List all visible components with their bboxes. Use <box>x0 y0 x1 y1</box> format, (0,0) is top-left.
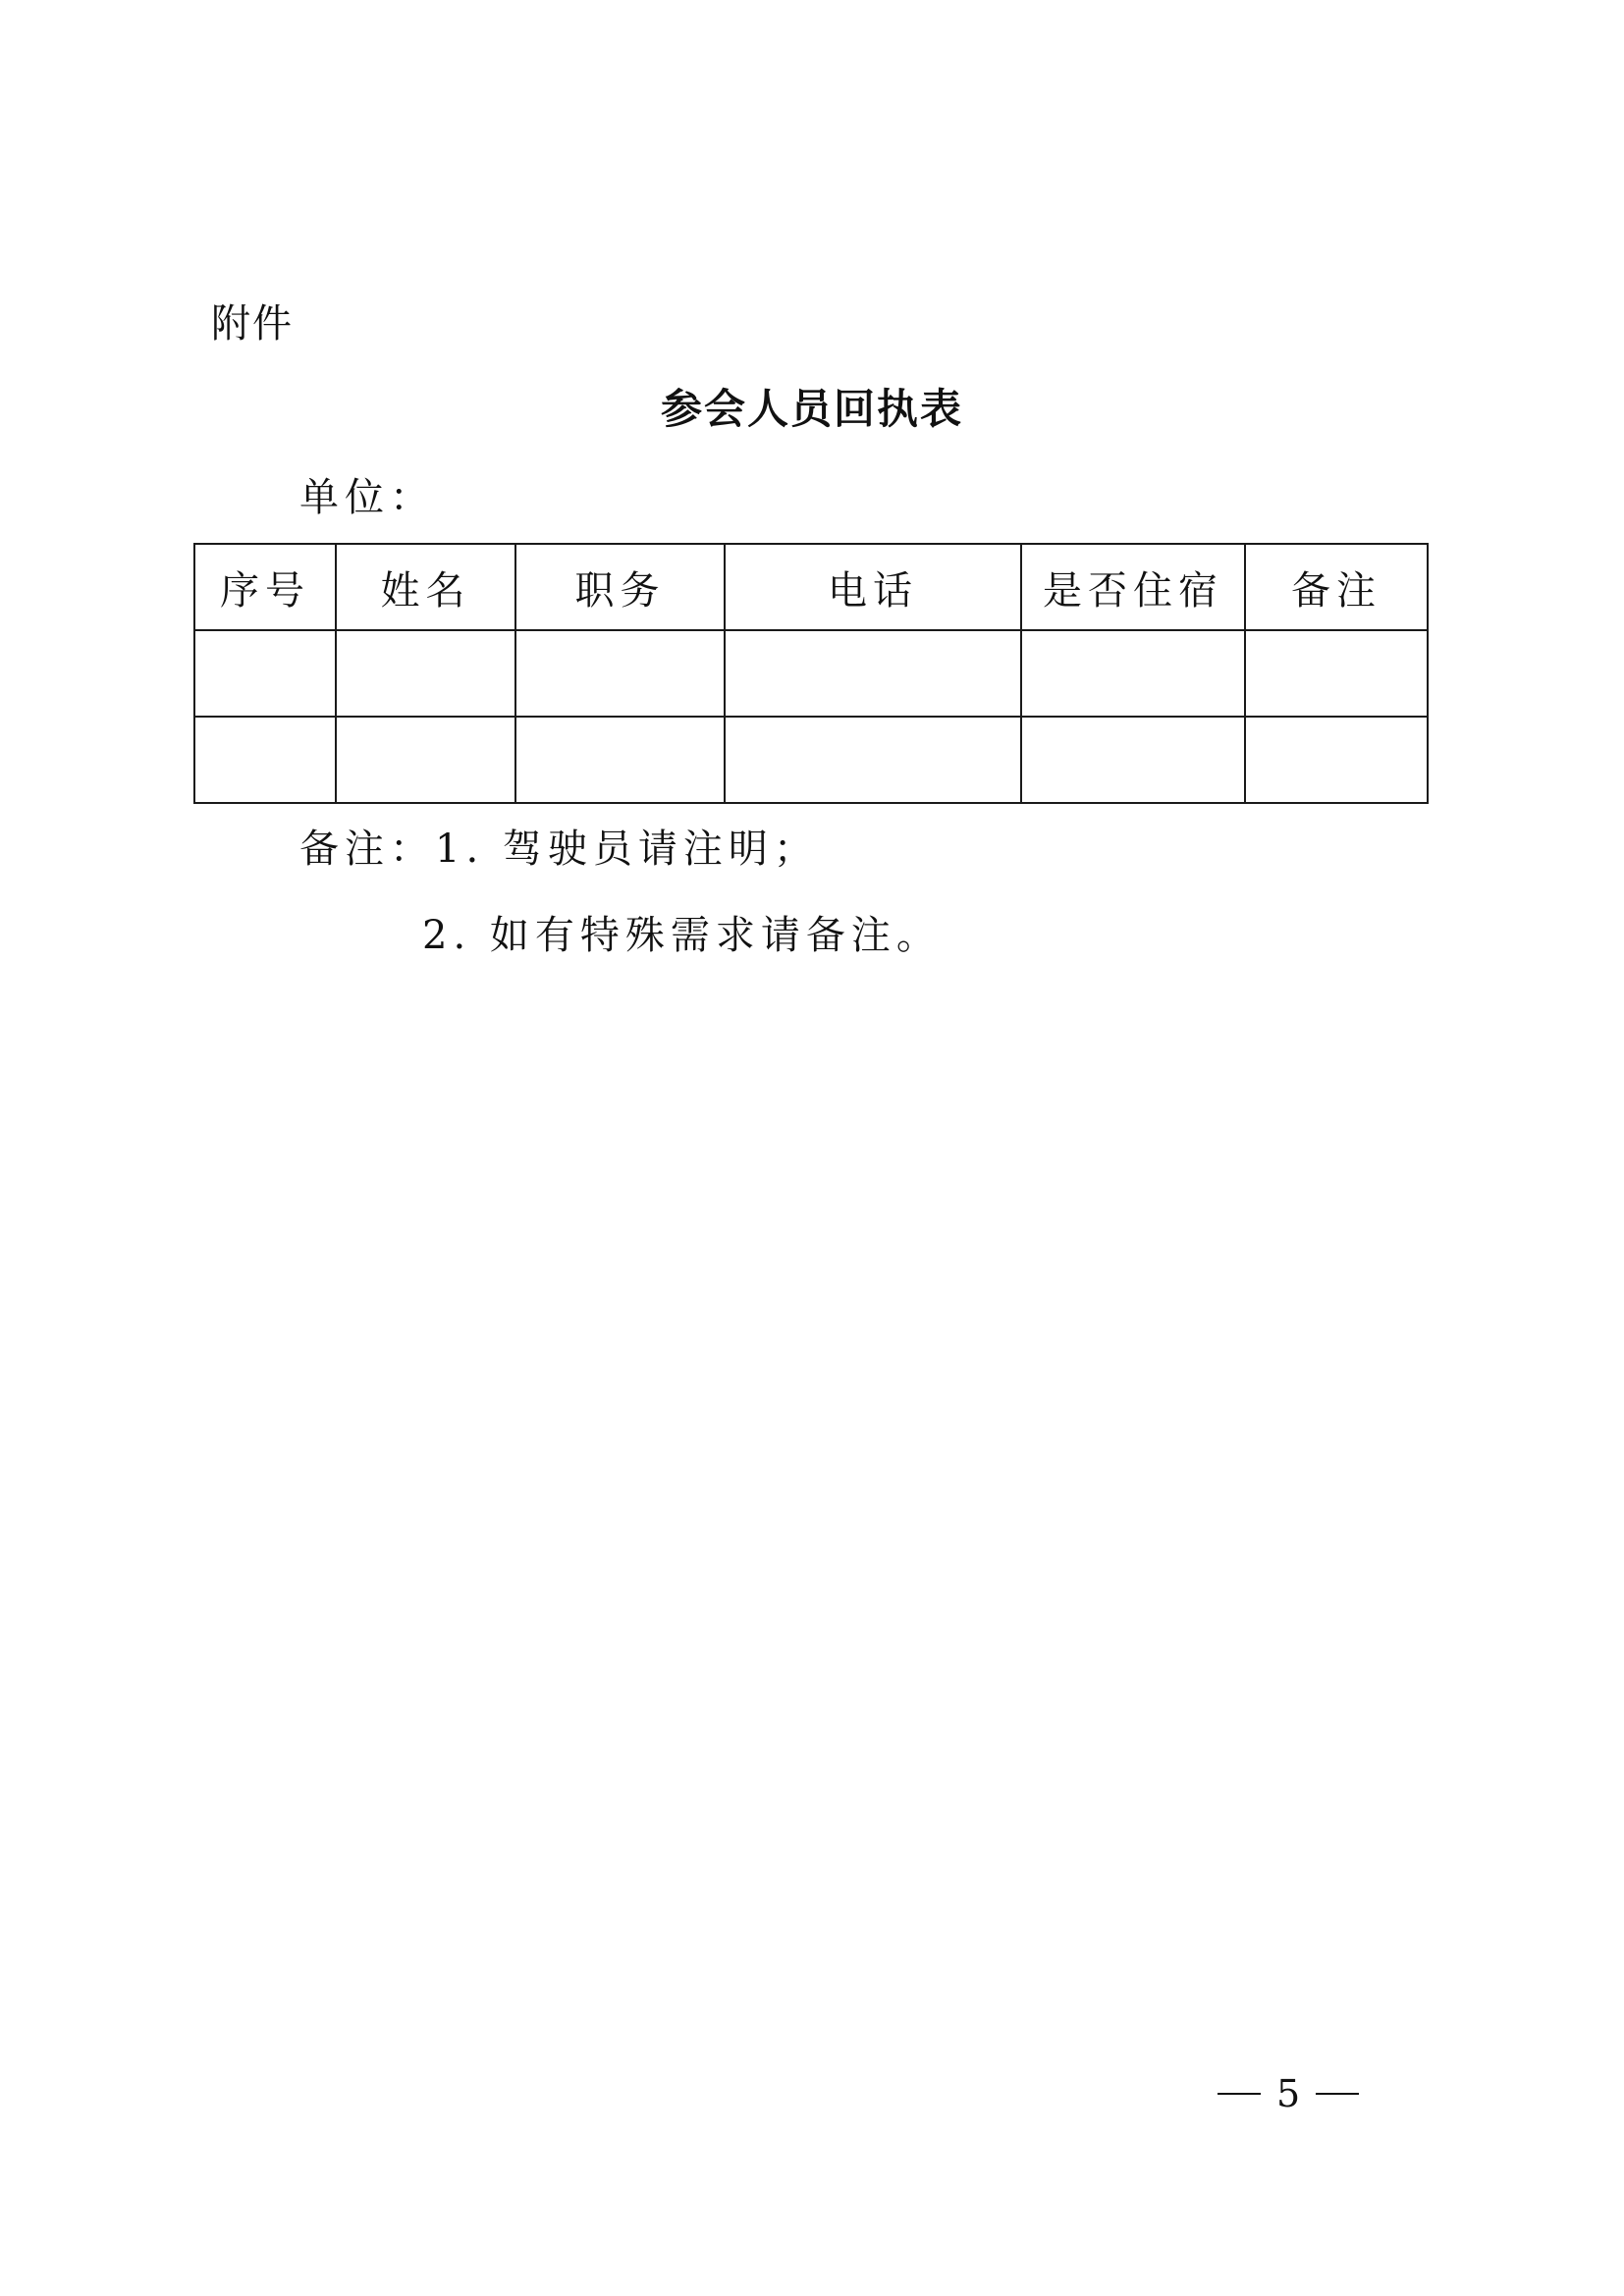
column-header-name: 姓名 <box>336 544 515 630</box>
table-row <box>194 717 1428 803</box>
table-cell <box>1021 630 1245 717</box>
table-cell <box>1021 717 1245 803</box>
table-cell <box>336 630 515 717</box>
column-header-lodging: 是否住宿 <box>1021 544 1245 630</box>
table-cell <box>194 630 336 717</box>
note-line-2 <box>422 911 942 960</box>
page-title: 参会人员回执表 <box>660 385 963 433</box>
column-header-remarks: 备注 <box>1245 544 1428 630</box>
column-header-serial: 序号 <box>194 544 336 630</box>
attendee-reply-table <box>193 543 1429 804</box>
table-cell <box>1245 630 1428 717</box>
table-cell <box>725 717 1021 803</box>
unit-label: 单位： <box>299 475 435 520</box>
note-item-2: 2. 如有特殊需求请备注。 <box>422 913 942 958</box>
table-cell <box>515 630 725 717</box>
table-cell <box>725 630 1021 717</box>
column-header-phone: 电话 <box>725 544 1021 630</box>
note-item-1: 1. 驾驶员请注明； <box>435 827 819 872</box>
page-number <box>1218 2071 1359 2116</box>
table-cell <box>336 717 515 803</box>
table-row <box>194 630 1428 717</box>
table-cell <box>515 717 725 803</box>
page-number-value: 5 <box>1276 2072 1301 2115</box>
column-header-position: 职务 <box>515 544 725 630</box>
table-cell <box>1245 717 1428 803</box>
note-line-1 <box>299 825 819 874</box>
page-number-dash-left <box>1218 2093 1261 2095</box>
page-number-dash-right <box>1316 2093 1359 2095</box>
table-cell <box>194 717 336 803</box>
attachment-label: 附件 <box>211 301 294 347</box>
table-header-row <box>194 544 1428 630</box>
note-prefix: 备注： <box>299 827 435 872</box>
